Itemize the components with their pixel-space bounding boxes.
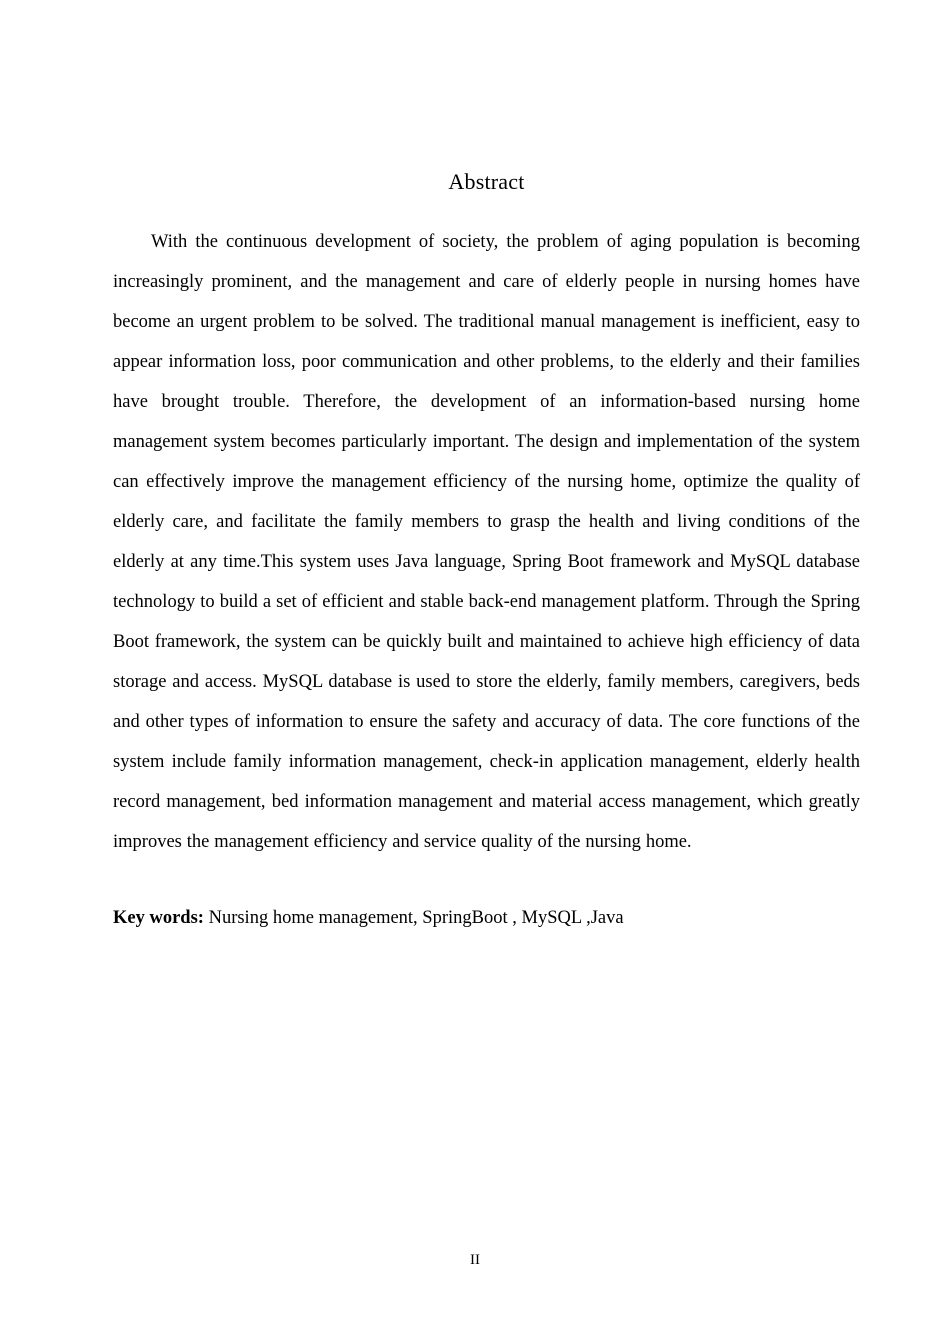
- page-number: II: [470, 1252, 480, 1268]
- abstract-paragraph: With the continuous development of society, the problem of aging population is becoming increasingly prominent, and the management and care of elderly people in nursing homes have become an urgent problem to be solved. The traditional manual management is inefficient, easy to appear information loss, poor communication and other problems, to the elderly and their families have brought trouble. Therefore, the development of an information-based nursing home management system becomes particularly important. The design and implementation of the system can effectively improve the management efficiency of the nursing home, optimize the quality of elderly care, and facilitate the family members to grasp the health and living conditions of the elderly at any time.This system uses Java language, Spring Boot framework and MySQL database technology to build a set of efficient and stable back-end management platform. Through the Spring Boot framework, the system can be quickly built and maintained to achieve high efficiency of data storage and access. MySQL database is used to store the elderly, family members, caregivers, beds and other types of information to ensure the safety and accuracy of data. The core functions of the system include family information management, check-in application management, elderly health record management, bed information management and material access management, which greatly improves the management efficiency and service quality of the nursing home.: [113, 232, 860, 852]
- page-title: Abstract: [448, 169, 525, 194]
- keywords-value: Nursing home management, SpringBoot , MySQL ,Java: [208, 908, 624, 928]
- keywords-line: [113, 862, 860, 938]
- keywords-label: Key words:: [113, 908, 204, 928]
- page-content: [113, 0, 860, 938]
